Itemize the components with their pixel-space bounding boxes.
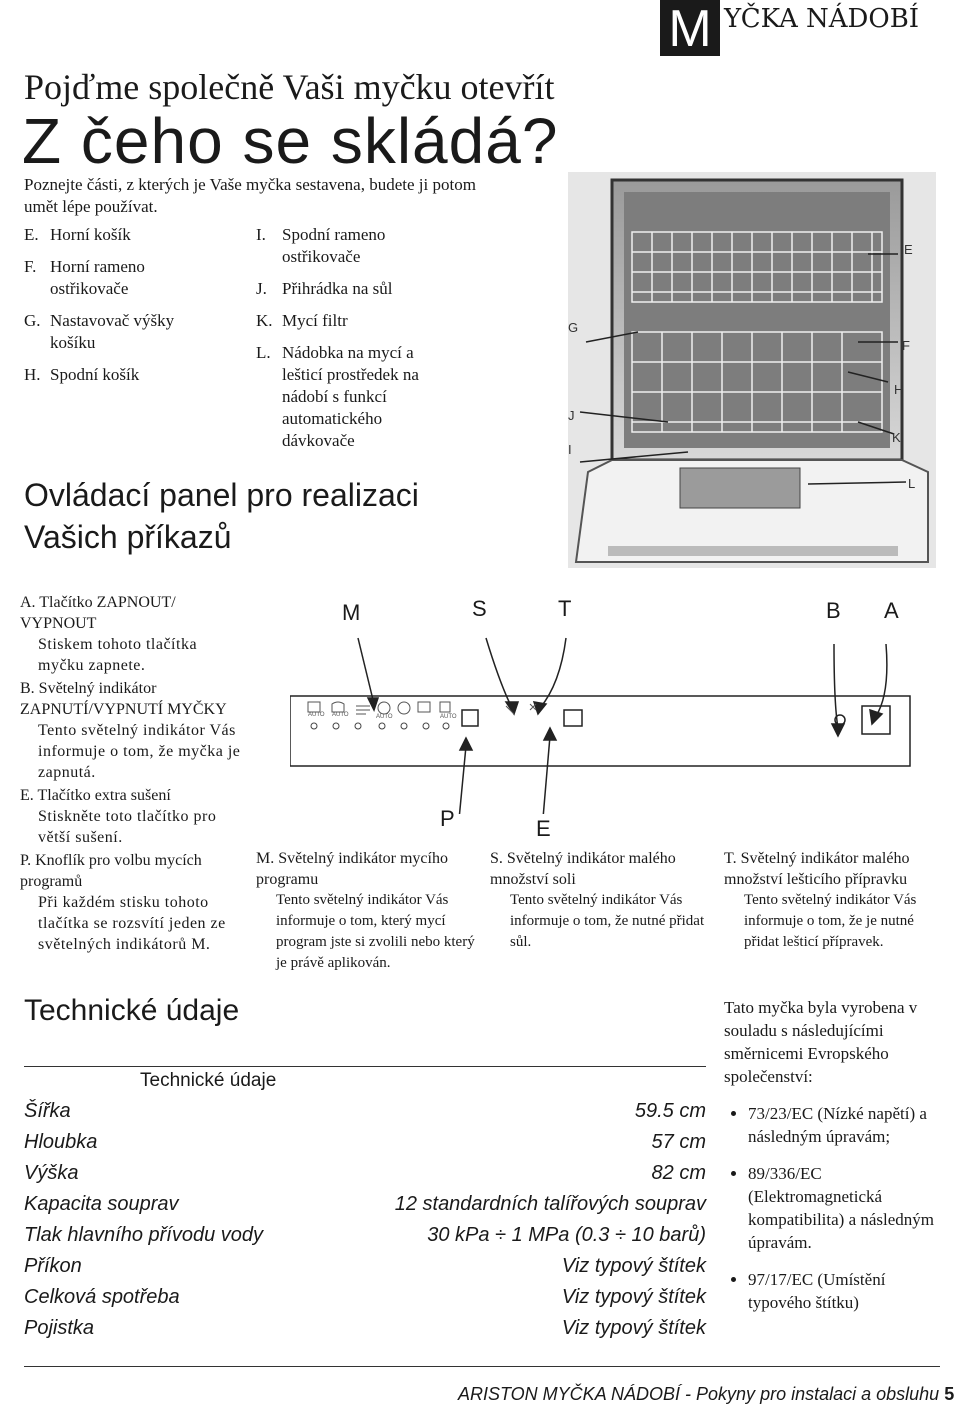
spec-value: 57 cm: [651, 1131, 706, 1153]
footer-text: ARISTON MYČKA NÁDOBÍ - Pokyny pro instalaci a obsluhu: [458, 1384, 940, 1404]
spec-value: 59.5 cm: [634, 1100, 706, 1122]
spec-label: Kapacita souprav: [24, 1193, 179, 1215]
eu-intro: Tato myčka byla vyrobena v souladu s následujícími směrnicemi Evropského společenství:: [724, 998, 918, 1086]
list-item: • 89/336/EC (Elektromagnetická kompatibilita) a následným úpravám.: [748, 1162, 944, 1254]
table-row: [24, 1251, 706, 1282]
section-tag-letter: M: [660, 0, 720, 56]
footer: [458, 1384, 954, 1405]
spec-label: Hloubka: [24, 1131, 98, 1153]
spec-value: Viz typový štítek: [561, 1286, 706, 1308]
page-number: 5: [944, 1384, 955, 1404]
part-item: I. Spodní rameno ostřikovače: [256, 225, 386, 266]
part-item: H. Spodní košík: [24, 365, 140, 384]
control-b: B. Světelný indikátor ZAPNUTÍ/VYPNUTÍ MYČKY Tento světelný indikátor Vás informuje o tom, že myčka je zapnutá.: [20, 680, 241, 781]
spec-value: Viz typový štítek: [561, 1317, 706, 1339]
photo-label-h: H: [894, 382, 904, 397]
spec-label: Pojistka: [24, 1317, 95, 1339]
control-e: E. Tlačítko extra sušení Stiskněte toto tlačítko pro větší sušení.: [20, 787, 217, 846]
part-item: E. Horní košík: [24, 225, 131, 244]
photo-label-l: L: [908, 476, 916, 491]
photo-label-e: E: [904, 242, 913, 257]
spec-value: Viz typový štítek: [561, 1255, 706, 1277]
control-m: M. Světelný indikátor mycího programu Tento světelný indikátor Vás informuje o tom, který mycí program jste si zvolili nebo který je právě aplikován.: [256, 850, 475, 971]
list-item: • 97/17/EC (Umístění typového štítku): [748, 1268, 944, 1314]
table-row: [24, 1189, 706, 1220]
dishwasher-photo: [568, 172, 936, 568]
parts-list-left: [24, 224, 224, 396]
table-row: [24, 1127, 706, 1158]
spec-label: Celková spotřeba: [24, 1286, 180, 1308]
panel-letter-m: M: [342, 600, 361, 625]
part-item: G. Nastavovač výšky košíku: [24, 311, 175, 352]
spec-value: 12 standardních talířových souprav: [394, 1193, 706, 1215]
controls-list: [20, 592, 242, 955]
icon-auto-1: AUTO: [308, 712, 325, 718]
spec-label: Výška: [24, 1162, 79, 1184]
intro-text: Poznejte části, z kterých je Vaše myčka sestavena, budete ji potom umět lépe používat.: [24, 175, 476, 216]
dishwasher-illustration: [568, 172, 936, 568]
control-panel-diagram: [290, 596, 940, 846]
panel-letter-t: T: [558, 596, 572, 621]
photo-label-g: G: [568, 320, 579, 335]
control-t: T. Světelný indikátor malého množství lešticího přípravku Tento světelný indikátor Vás informuje o tom, že je nutné přidat lešticí přípravek.: [724, 850, 917, 950]
part-item: J. Přihrádka na sůl: [256, 279, 393, 298]
spec-value: 82 cm: [651, 1162, 706, 1184]
photo-label-f: F: [902, 338, 910, 353]
table-row: [24, 1282, 706, 1313]
control-a: A. Tlačítko ZAPNOUT/ VYPNOUT Stiskem tohoto tlačítka myčku zapnete.: [20, 594, 198, 674]
page-subtitle: Pojďme společně Vaši myčku otevřít: [24, 67, 555, 107]
tech-table: [24, 1096, 706, 1344]
panel-heading: Ovládací panel pro realizaci Vašich příkazů: [24, 477, 419, 555]
panel-letter-p: P: [440, 806, 455, 831]
parts-list-right: [256, 224, 456, 462]
photo-label-i: I: [568, 442, 572, 457]
table-row: [24, 1313, 706, 1344]
panel-letter-b: B: [826, 598, 841, 623]
section-tag-text: YČKA NÁDOBÍ: [724, 4, 920, 34]
spec-label: Tlak hlavního přívodu vody: [24, 1224, 264, 1246]
part-item: K. Mycí filtr: [256, 311, 348, 330]
photo-label-j: J: [568, 408, 575, 423]
table-row: [24, 1158, 706, 1189]
control-p: P. Knoflík pro volbu mycích programů Při každém stisku tohoto tlačítka se rozsvítí jeden ze světelných indikátorů M.: [20, 852, 226, 953]
spec-label: Příkon: [24, 1255, 82, 1277]
part-item: F. Horní rameno ostřikovače: [24, 257, 145, 298]
panel-letter-s: S: [472, 596, 487, 621]
list-item: • 73/23/EC (Nízké napětí) a následným úpravám;: [748, 1102, 944, 1148]
table-row: [24, 1220, 706, 1251]
icon-auto-4: AUTO: [440, 714, 457, 720]
footer-rule: [24, 1366, 940, 1367]
spec-label: Šířka: [24, 1100, 71, 1122]
spec-value: 30 kPa ÷ 1 MPa (0.3 ÷ 10 barů): [427, 1224, 706, 1246]
photo-label-k: K: [892, 430, 901, 445]
control-s: S. Světelný indikátor malého množství soli Tento světelný indikátor Vás informuje o tom, že nutné přidat sůl.: [490, 850, 705, 950]
icon-auto-3: AUTO: [376, 714, 393, 720]
panel-letter-a: A: [884, 598, 899, 623]
tech-heading: Technické údaje: [24, 994, 240, 1027]
icon-auto-2: AUTO: [332, 712, 349, 718]
tech-caption: Technické údaje: [140, 1070, 277, 1091]
eu-list: [724, 1102, 944, 1314]
panel-letter-e: E: [536, 816, 551, 841]
page-title: Z čeho se skládá?: [22, 105, 559, 177]
part-item: L. Nádobka na mycí a lešticí prostředek na nádobí s funkcí automatického dávkovače: [256, 343, 419, 450]
table-row: [24, 1096, 706, 1127]
eu-directives: [724, 996, 944, 1328]
tech-rule: [24, 1066, 706, 1067]
